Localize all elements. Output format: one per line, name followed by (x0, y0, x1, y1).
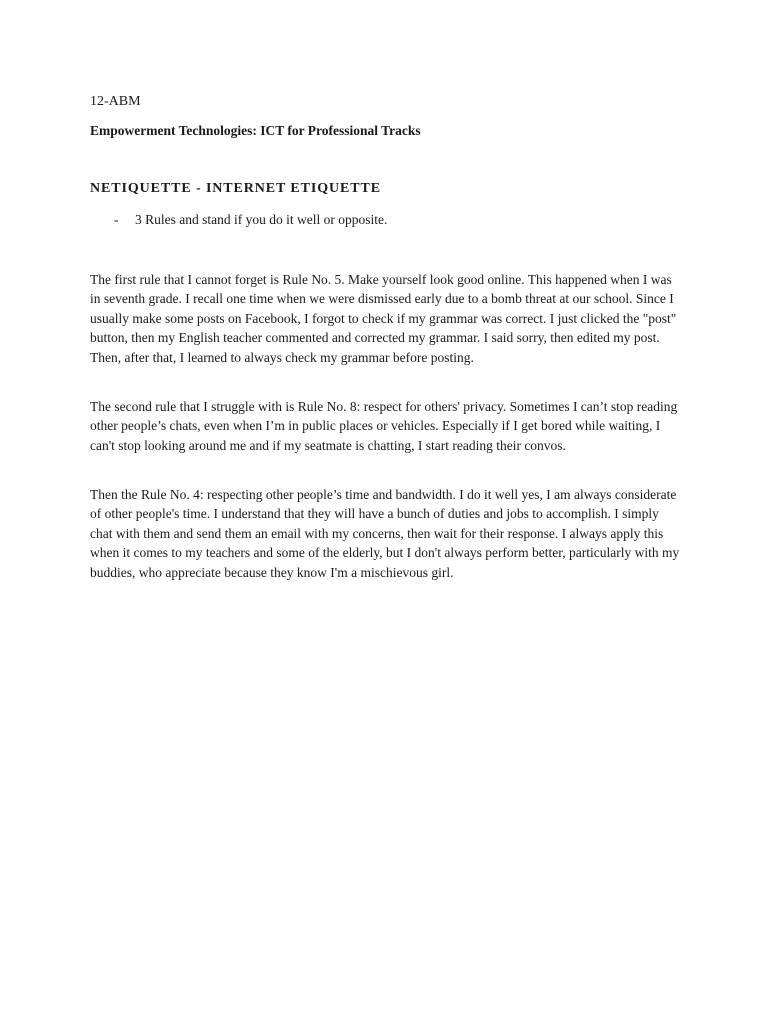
paragraph-rule-8: The second rule that I struggle with is Rule No. 8: respect for others' privacy. Sometimes I can’t stop reading other people’s chats, even when I’m in public places or vehicles. Especially if I get bored while waiting, I can't stop looking around me and if my seatmate is chatting, I start reading their convos. (90, 399, 678, 453)
subject-title: Empowerment Technologies: ICT for Professional Tracks (90, 123, 421, 138)
paragraph-rule-4: Then the Rule No. 4: respecting other people’s time and bandwidth. I do it well yes, I am always considerate of other people's time. I understand that they will have a bunch of duties and jobs to accomplish. I simply chat with them and send them an email with my concerns, then wait for their response. I always apply this when it comes to my teachers and some of the elderly, but I don't always perform better, particularly with my buddies, who appreciate because they know I'm a mischievous girl. (90, 487, 680, 580)
bullet-text: 3 Rules and stand if you do it well or opposite. (135, 212, 388, 227)
section-heading: NETIQUETTE - INTERNET ETIQUETTE (90, 181, 382, 196)
paragraph-rule-5: The first rule that I cannot forget is Rule No. 5. Make yourself look good online. This happened when I was in seventh grade. I recall one time when we were dismissed early due to a bomb threat at our school. Since I usually make some posts on Facebook, I forgot to check if my grammar was correct. I just clicked the "post" button, then my English teacher commented and corrected my grammar. I said sorry, then edited my post. Then, after that, I learned to always check my grammar before posting. (90, 272, 677, 365)
grade-label: 12-ABM (90, 94, 141, 109)
bullet-marker: - (114, 212, 119, 227)
